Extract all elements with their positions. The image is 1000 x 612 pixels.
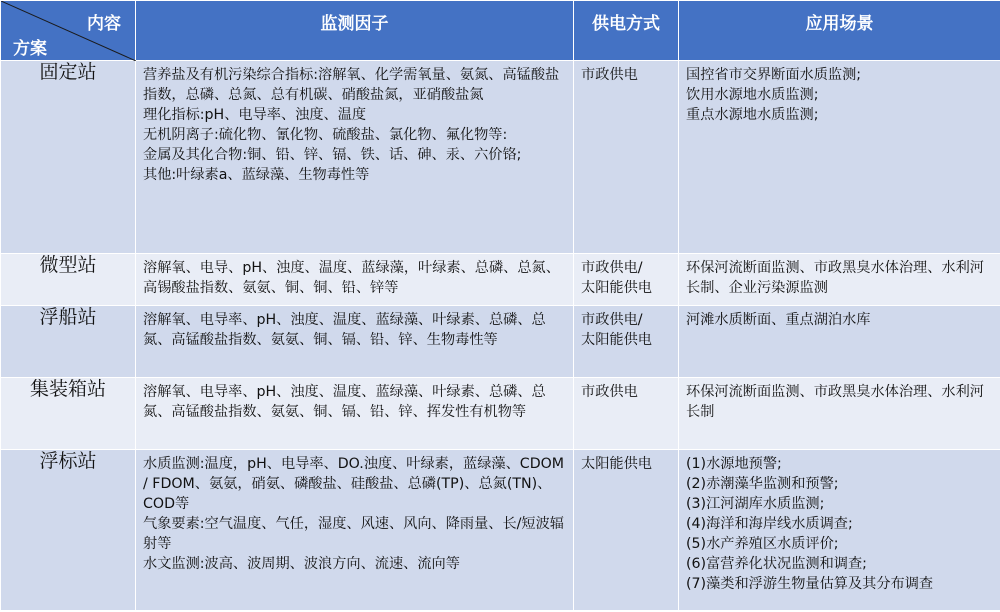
power-cell [574,378,679,450]
factor-line: 溶解氧、电导率、pH、浊度、温度、蓝绿藻、叶绿素、总磷、总氮、高锰酸盐指数、氨氨、铜、镉、铅、锌、生物毒性等 [143,312,546,348]
scene-cell [679,450,1000,611]
table-row [1,254,1000,306]
scheme-cell: 浮船站 [1,306,136,378]
corner-content-label: 内容 [87,14,121,34]
power-cell [574,61,679,254]
scheme-cell: 集装箱站 [1,378,136,450]
power-cell [574,306,679,378]
power-line: 太阳能供电 [581,280,652,296]
factor-line: 气象要素:空气温度、气任，湿度、风速、风向、降雨量、长/短波辐射等 [143,516,564,552]
scheme-cell: 微型站 [1,254,136,306]
scene-line: 国控省市交界断面水质监测; [686,67,862,83]
scheme-cell: 浮标站 [1,450,136,611]
factor-line: 无机阴离子:硫化物、氰化物、硫酸盐、氯化物、氟化物等: [143,127,508,143]
corner-header-cell [1,1,136,61]
scene-line: 重点水源地水质监测; [686,107,819,123]
header-factors: 监测因子 [136,1,574,61]
factors-cell [136,61,574,254]
table-row [1,61,1000,254]
scene-line: (1)水源地预警; [686,456,782,472]
scene-line: (3)江河湖库水质监测; [686,496,825,512]
scheme-cell: 固定站 [1,61,136,254]
scene-line: 环保河流断面监测、市政黑臭水体治理、水利河长制、企业污染源监测 [686,260,984,296]
table-row [1,450,1000,611]
scene-cell [679,254,1000,306]
factor-line: 溶解氧、电导、pH、浊度、温度、蓝绿藻，叶绿素、总磷、总氮、高锡酸盐指数、氨氨、铜、铜、铅、锌等 [143,260,560,296]
power-line: 太阳能供电 [581,456,652,472]
factors-cell [136,378,574,450]
scene-line: (7)藻类和浮游生物量估算及其分布调查 [686,576,934,592]
scene-line: (6)富营养化状况监测和调查; [686,556,867,572]
scene-cell [679,306,1000,378]
table-row [1,306,1000,378]
power-line: 市政供电/ [581,312,643,328]
factor-line: 金属及其化合物:铜、铅、锌、镉、铁、话、砷、汞、六价铬; [143,147,522,163]
factors-cell [136,450,574,611]
scene-line: (4)海洋和海岸线水质调查; [686,516,853,532]
scene-cell [679,61,1000,254]
power-line: 市政供电/ [581,260,643,276]
scene-line: (2)赤潮藻华监测和预警; [686,476,839,492]
header-scene: 应用场景 [679,1,1000,61]
scene-line: 河滩水质断面、重点湖泊水库 [686,312,871,328]
table-row [1,378,1000,450]
scene-line: 饮用水源地水质监测; [686,87,819,103]
factors-cell [136,306,574,378]
power-cell [574,254,679,306]
power-line: 太阳能供电 [581,332,652,348]
power-line: 市政供电 [581,67,638,83]
factor-line: 溶解氧、电导率、pH、浊度、温度、蓝绿藻、叶绿素、总磷、总氮、高锰酸盐指数、氨氨、铜、镉、铅、锌、挥发性有机物等 [143,384,546,420]
scene-cell [679,378,1000,450]
factor-line: 营养盐及有机污染综合指标:溶解氧、化学需氧量、氨氮、高锰酸盐指数，总磷、总氮、总有机碳、硝酸盐氮，亚硝酸盐氮 [143,67,560,103]
power-line: 市政供电 [581,384,638,400]
power-cell [574,450,679,611]
factors-cell [136,254,574,306]
header-power: 供电方式 [574,1,679,61]
factor-line: 理化指标:pH、电导率、浊度、温度 [143,107,367,123]
scene-line: 环保河流断面监测、市政黑臭水体治理、水利河长制 [686,384,984,420]
scene-line: (5)水产养殖区水质评价; [686,536,839,552]
header-row [1,1,1000,61]
factor-line: 其他:叶绿素a、蓝绿藻、生物毒性等 [143,167,370,183]
corner-scheme-label: 方案 [13,39,47,59]
factor-line: 水质监测:温度，pH、电导率、DO.浊度、叶绿素，蓝绿藻、CDOM / FDOM、氨氨，硝氨、磷酸盐、硅酸盐、总磷(TP)、总氮(TN)、COD等 [143,456,565,512]
factor-line: 水文监测:波高、波周期、波浪方向、流速、流向等 [143,556,460,572]
